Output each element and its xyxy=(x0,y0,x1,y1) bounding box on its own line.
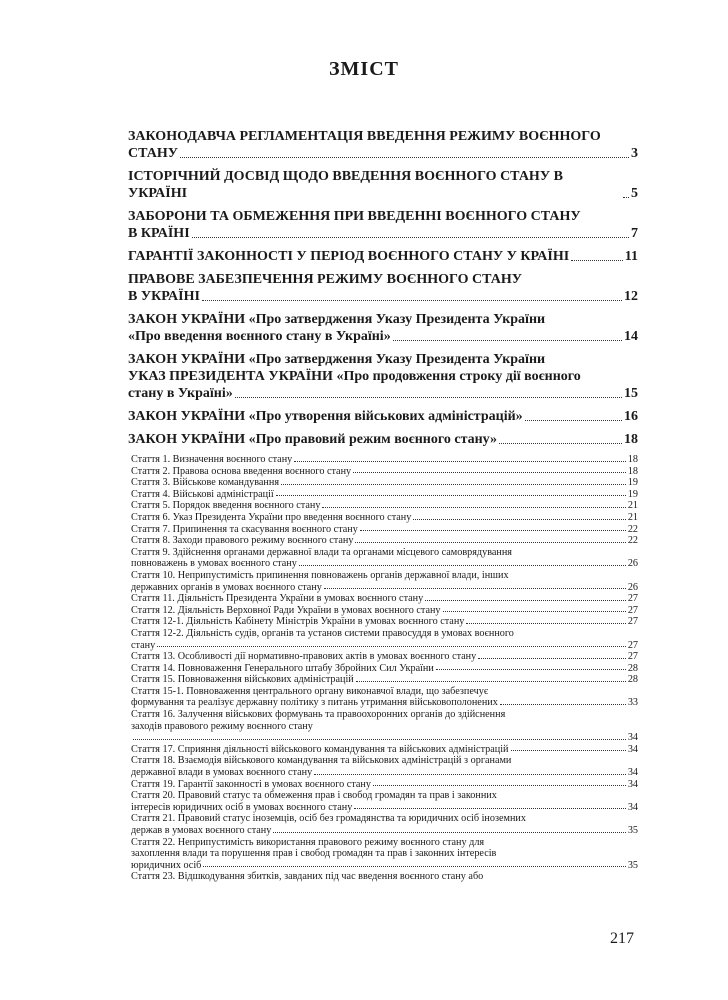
entry-page-number: 26 xyxy=(627,558,638,570)
dot-leader xyxy=(500,704,626,705)
entry-last-line xyxy=(131,535,638,547)
toc-section-entry xyxy=(128,248,638,265)
entry-page-number: 12 xyxy=(624,289,638,304)
entry-page-number: 14 xyxy=(624,329,638,344)
toc-section-entry xyxy=(128,408,638,425)
entry-text-line: Стаття 20. Правовий статус та обмеження прав і свобод громадян та прав і законних xyxy=(131,790,497,802)
entry-last-line xyxy=(131,582,638,594)
toc-article-entry xyxy=(131,744,638,756)
dot-leader xyxy=(571,260,623,261)
entry-text: Стаття 6. Указ Президента України про введення воєнного стану xyxy=(131,511,412,523)
dot-leader xyxy=(356,681,626,682)
entry-page-number: 21 xyxy=(627,511,638,523)
entry-last-line xyxy=(131,524,638,536)
entry-text-line: Стаття 12-2. Діяльність судів, органів та установ системи правосуддя в умовах воєнного xyxy=(131,627,514,639)
entry-last-line xyxy=(131,489,638,501)
dot-leader xyxy=(133,739,626,740)
dot-leader xyxy=(413,519,625,520)
toc-article-entry xyxy=(131,663,638,675)
entry-text: державних органів в умовах воєнного стану xyxy=(131,581,322,593)
entry-page-number: 22 xyxy=(627,523,638,535)
entry-last-line xyxy=(131,466,638,478)
toc-article-entry xyxy=(131,709,638,744)
entry-last-line xyxy=(131,593,638,605)
entry-text: Стаття 1. Визначення воєнного стану xyxy=(131,454,293,465)
entry-last-line xyxy=(128,385,638,402)
toc-article-entry xyxy=(131,500,638,512)
toc-article-entry xyxy=(131,628,638,651)
dot-leader xyxy=(425,600,626,601)
dot-leader xyxy=(354,808,625,809)
toc-section-entry xyxy=(128,168,638,202)
entry-last-line xyxy=(131,454,638,466)
dot-leader xyxy=(157,646,626,647)
entry-page-number: 28 xyxy=(627,662,638,674)
entry-page-number: 33 xyxy=(627,697,638,709)
entry-page-number: 3 xyxy=(631,146,638,161)
entry-text: державної влади в умовах воєнного стану xyxy=(131,767,313,779)
entry-text: Стаття 12. Діяльність Верховної Ради України в умовах воєнного стану xyxy=(131,604,441,616)
entry-text: Стаття 14. Повноваження Генерального штабу Збройних Сил України xyxy=(131,662,434,674)
dot-leader xyxy=(235,397,622,398)
entry-last-line xyxy=(131,500,638,512)
entry-text-line: заходів правового режиму воєнного стану xyxy=(131,720,313,732)
entry-text: повноважень в умовах воєнного стану xyxy=(131,558,297,570)
toc-section-entry xyxy=(128,128,638,162)
entry-page-number: 34 xyxy=(627,778,638,790)
toc-article-entry xyxy=(131,755,638,778)
dot-leader xyxy=(324,588,626,589)
toc-section-entry xyxy=(128,351,638,402)
entry-text-line: Стаття 18. Взаємодія військового командування та військових адміністрацій з органами xyxy=(131,755,512,767)
entry-last-line xyxy=(128,168,638,202)
entry-text: Стаття 11. Діяльність Президента України в умовах воєнного стану xyxy=(131,593,424,605)
toc-article-entry xyxy=(131,512,638,524)
dot-leader xyxy=(511,750,626,751)
dot-leader xyxy=(192,237,629,238)
entry-last-line xyxy=(128,431,638,448)
entry-text: формування та реалізує державну політику з питань утримання військовополонених xyxy=(131,697,498,709)
toc-article-entry xyxy=(131,477,638,489)
entry-last-line xyxy=(128,408,638,425)
toc-article-entry xyxy=(131,790,638,813)
dot-leader xyxy=(436,669,626,670)
dot-leader xyxy=(478,658,626,659)
toc-article-entry xyxy=(131,686,638,709)
entry-text: Стаття 19. Гарантії законності в умовах воєнного стану xyxy=(131,778,371,790)
entry-text-line: ЗАБОРОНИ ТА ОБМЕЖЕННЯ ПРИ ВВЕДЕННІ ВОЄННОГО СТАНУ xyxy=(128,209,581,224)
entry-page-number: 34 xyxy=(627,767,638,779)
dot-leader xyxy=(525,420,622,421)
entry-page-number: 15 xyxy=(624,386,638,401)
entry-page-number: 34 xyxy=(627,743,638,755)
toc-section-entry xyxy=(128,271,638,305)
toc-article-entry xyxy=(131,813,638,836)
toc-article-entry xyxy=(131,454,638,466)
toc-article-entry xyxy=(131,605,638,617)
entry-page-number: 27 xyxy=(627,593,638,605)
toc-section-entry xyxy=(128,431,638,448)
dot-leader xyxy=(355,542,625,543)
toc-article-entry xyxy=(131,593,638,605)
entry-last-line xyxy=(128,328,638,345)
entry-page-number: 35 xyxy=(627,859,638,871)
entry-page-number: 11 xyxy=(624,249,638,264)
entry-page-number: 16 xyxy=(624,409,638,424)
entry-last-line xyxy=(131,825,638,837)
entry-text: ЗАКОН УКРАЇНИ «Про утворення військових адміністрацій» xyxy=(128,409,523,424)
entry-last-line xyxy=(128,248,638,265)
entry-page-number: 28 xyxy=(627,674,638,686)
entry-last-line xyxy=(131,512,638,524)
entry-last-line xyxy=(131,651,638,663)
entry-text: ЗАКОН УКРАЇНИ «Про правовий режим воєнного стану» xyxy=(128,432,498,447)
entry-page-number: 34 xyxy=(627,732,638,744)
entry-page-number: 21 xyxy=(627,500,638,512)
entry-text: юридичних осіб xyxy=(131,859,202,871)
toc-article-entry xyxy=(131,837,638,872)
entry-text-line: ЗАКОН УКРАЇНИ «Про затвердження Указу Президента України xyxy=(128,352,546,367)
entry-text: Стаття 13. Особливості дії нормативно-правових актів в умовах воєнного стану xyxy=(131,651,477,663)
entry-text: Стаття 8. Заходи правового режиму воєнного стану xyxy=(131,535,354,547)
entry-last-line xyxy=(131,871,638,883)
entry-last-line xyxy=(131,558,638,570)
dot-leader xyxy=(314,774,626,775)
entry-text: стану xyxy=(131,639,156,651)
entry-text: Стаття 23. Відшкодування збитків, завданих під час введення воєнного стану або xyxy=(131,871,484,883)
dot-leader xyxy=(466,623,625,624)
toc-article-entry xyxy=(131,535,638,547)
entry-text: інтересів юридичних осіб в умовах воєнного стану xyxy=(131,801,353,813)
entry-page-number: 35 xyxy=(627,825,638,836)
entry-text: СТАНУ xyxy=(128,146,179,161)
dot-leader xyxy=(299,565,626,566)
entry-page-number: 22 xyxy=(627,535,638,547)
entry-page-number: 18 xyxy=(624,432,638,447)
entry-last-line xyxy=(131,744,638,756)
entry-page-number: 34 xyxy=(627,801,638,813)
entry-text-line: ЗАКОНОДАВЧА РЕГЛАМЕНТАЦІЯ ВВЕДЕННЯ РЕЖИМУ ВОЄННОГО xyxy=(128,129,601,144)
toc-article-entry xyxy=(131,547,638,570)
dot-leader xyxy=(393,340,622,341)
entry-text-line: ПРАВОВЕ ЗАБЕЗПЕЧЕННЯ РЕЖИМУ ВОЄННОГО СТАНУ xyxy=(128,272,523,287)
entry-text-line: захоплення влади та порушення прав і свобод громадян та прав і законних інтересів xyxy=(131,848,497,860)
entry-page-number: 18 xyxy=(627,465,638,477)
dot-leader xyxy=(443,611,626,612)
entry-page-number: 27 xyxy=(627,616,638,628)
toc-article-entry xyxy=(131,570,638,593)
entry-text: держав в умовах воєнного стану xyxy=(131,825,272,836)
dot-leader xyxy=(281,484,626,485)
entry-text: Стаття 3. Військове командування xyxy=(131,477,280,489)
entry-text: стану в Україні» xyxy=(128,386,233,401)
dot-leader xyxy=(623,197,629,198)
dot-leader xyxy=(360,530,626,531)
entry-last-line xyxy=(131,616,638,628)
page-number: 217 xyxy=(610,930,634,947)
entry-page-number: 18 xyxy=(627,454,638,465)
entry-text-line: Стаття 10. Неприпустимість припинення повноважень органів державної влади, інших xyxy=(131,569,509,581)
entry-text: ІСТОРІЧНИЙ ДОСВІД ЩОДО ВВЕДЕННЯ ВОЄННОГО СТАНУ В УКРАЇНІ xyxy=(128,169,563,201)
entry-last-line xyxy=(131,605,638,617)
page-title: ЗМІСТ xyxy=(329,58,399,80)
entry-last-line xyxy=(131,640,638,652)
dot-leader xyxy=(273,832,625,833)
entry-last-line xyxy=(131,779,638,791)
entry-last-line xyxy=(128,225,638,242)
entry-text: Стаття 4. Військові адміністрації xyxy=(131,488,274,500)
entry-page-number: 5 xyxy=(631,186,638,201)
dot-leader xyxy=(322,507,625,508)
entry-text-line: Стаття 22. Неприпустимість використання правового режиму воєнного стану для xyxy=(131,836,485,848)
toc-article-entry xyxy=(131,466,638,478)
entry-page-number: 27 xyxy=(627,639,638,651)
entry-text-line: ЗАКОН УКРАЇНИ «Про затвердження Указу Президента України xyxy=(128,312,546,327)
dot-leader xyxy=(203,866,625,867)
entry-text: Стаття 2. Правова основа введення воєнного стану xyxy=(131,465,352,477)
dot-leader xyxy=(276,495,626,496)
entry-last-line xyxy=(131,674,638,686)
entry-last-line xyxy=(131,663,638,675)
toc-article-entry xyxy=(131,651,638,663)
toc-section-entry xyxy=(128,311,638,345)
entry-last-line xyxy=(131,767,638,779)
entry-text-line: Стаття 21. Правовий статус іноземців, осіб без громадянства та юридичних осіб іноземних xyxy=(131,813,526,825)
entry-last-line xyxy=(131,860,638,872)
entry-text: Стаття 17. Сприяння діяльності військового командування та військових адміністрацій xyxy=(131,743,509,755)
entry-last-line xyxy=(131,477,638,489)
toc-section-entry xyxy=(128,208,638,242)
toc-article-entry xyxy=(131,489,638,501)
table-of-contents xyxy=(128,128,638,883)
entry-text-line: Стаття 15-1. Повноваження центрального органу виконавчої влади, що забезпечує xyxy=(131,685,489,697)
entry-last-line xyxy=(128,288,638,305)
toc-article-entry xyxy=(131,616,638,628)
entry-page-number: 26 xyxy=(627,581,638,593)
entry-text: Стаття 15. Повноваження військових адміністрацій xyxy=(131,674,354,686)
entry-text: В КРАЇНІ xyxy=(128,226,190,241)
entry-text: ГАРАНТІЇ ЗАКОННОСТІ У ПЕРІОД ВОЄННОГО СТАНУ У КРАЇНІ xyxy=(128,249,570,264)
entry-text-line: Стаття 9. Здійснення органами державної влади та органами місцевого самоврядування xyxy=(131,546,512,558)
dot-leader xyxy=(353,472,626,473)
entry-page-number: 27 xyxy=(627,651,638,663)
dot-leader xyxy=(499,443,622,444)
toc-article-entry xyxy=(131,779,638,791)
entry-text-line: Стаття 16. Залучення військових формувань та правоохоронних органів до здійснення xyxy=(131,709,506,721)
entry-last-line xyxy=(131,732,638,744)
entry-text: Стаття 5. Порядок введення воєнного стану xyxy=(131,500,321,512)
entry-text-line: УКАЗ ПРЕЗИДЕНТА УКРАЇНИ «Про продовження строку дії воєнного xyxy=(128,369,581,384)
dot-leader xyxy=(373,785,626,786)
entry-last-line xyxy=(131,802,638,814)
entry-text: Стаття 7. Припинення та скасування воєнного стану xyxy=(131,523,358,535)
dot-leader xyxy=(294,461,626,462)
entry-text: В УКРАЇНІ xyxy=(128,289,200,304)
entry-page-number: 7 xyxy=(631,226,638,241)
dot-leader xyxy=(180,157,629,158)
toc-article-entry xyxy=(131,524,638,536)
entry-page-number: 19 xyxy=(627,488,638,500)
entry-page-number: 27 xyxy=(627,604,638,616)
entry-last-line xyxy=(131,697,638,709)
entry-last-line xyxy=(128,145,638,162)
entry-page-number: 19 xyxy=(627,477,638,489)
toc-article-entry xyxy=(131,674,638,686)
entry-text: «Про введення воєнного стану в Україні» xyxy=(128,329,391,344)
dot-leader xyxy=(202,300,622,301)
toc-article-entry xyxy=(131,871,638,883)
entry-text: Стаття 12-1. Діяльність Кабінету Міністрів України в умовах воєнного стану xyxy=(131,616,465,628)
